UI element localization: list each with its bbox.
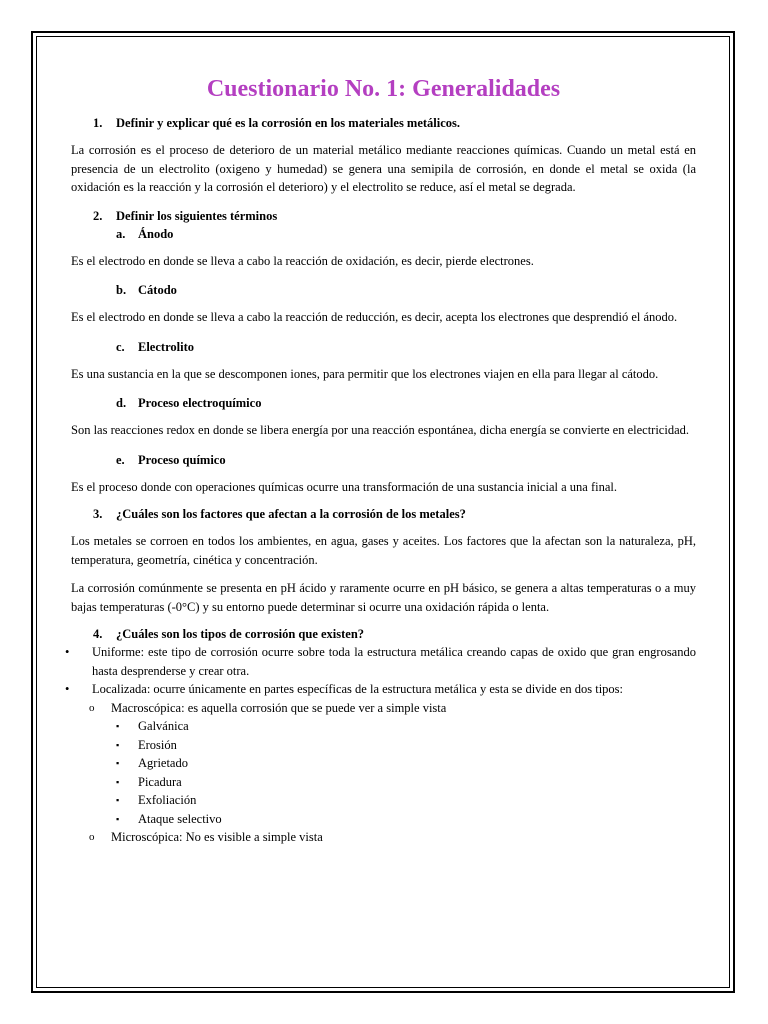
term-heading-electrolito: [71, 338, 696, 356]
question-text: Definir los siguientes términos: [116, 208, 278, 223]
term-letter: e.: [116, 452, 125, 467]
list-item-erosion: [71, 736, 696, 755]
question-number: 3.: [93, 507, 103, 521]
term-letter: c.: [116, 339, 125, 354]
circle-bullet-icon: o: [89, 831, 95, 843]
term-name: Cátodo: [138, 283, 177, 297]
square-bullet-icon: ▪: [116, 739, 120, 750]
list-item-text: Uniforme: este tipo de corrosión ocurre sobre toda la estructura metálica creando capas de oxido que gran engrosando hasta desprenderse y crear otra.: [92, 645, 696, 678]
term-heading-proceso-electroquimico: [71, 394, 696, 412]
answer-paragraph: La corrosión comúnmente se presenta en pH ácido y raramente ocurre en pH básico, se genera a altas temperaturas o a muy bajas temperaturas (-0°C) y su entorno puede determinar si ocurre una oxidación rápida o lenta.: [71, 581, 696, 614]
term-heading-catodo: [71, 281, 696, 299]
square-bullet-icon: ▪: [116, 813, 120, 824]
list-item-exfoliacion: [71, 791, 696, 810]
square-bullet-icon: ▪: [116, 795, 120, 805]
answer-paragraph: La corrosión es el proceso de deterioro de un material metálico mediante reacciones químicas. Cuando un metal está en presencia de un electrolito (oxigeno y humedad) se genera una semipila de corrosión, en donde el metal se oxida (la oxidación es la reacción y la corrosión el deterioro) y el electrolito se reduce, así el metal se degrada.: [71, 143, 696, 194]
list-item-text: Erosión: [138, 737, 177, 752]
question-text: ¿Cuáles son los tipos de corrosión que existen?: [116, 627, 365, 641]
list-item-localizada: [65, 680, 696, 699]
term-heading-anodo: [71, 225, 696, 243]
list-item-ataque-selectivo: [71, 810, 696, 829]
term-name: Ánodo: [138, 226, 174, 241]
term-name: Proceso electroquímico: [138, 396, 262, 410]
list-item-text: Microscópica: No es visible a simple vista: [111, 830, 323, 844]
term-name: Electrolito: [138, 339, 194, 354]
term-definition: Es el electrodo en donde se lleva a cabo la reacción de oxidación, es decir, pierde electrones.: [71, 253, 534, 268]
list-item-microscopica: [71, 828, 696, 847]
question-number: 4.: [93, 627, 103, 641]
question-number: 2.: [93, 208, 103, 223]
list-item-text: Agrietado: [138, 756, 188, 770]
bullet-icon: •: [65, 645, 70, 659]
bullet-icon: •: [65, 682, 70, 696]
page-title: Cuestionario No. 1: Generalidades: [206, 76, 561, 102]
term-letter: b.: [116, 283, 127, 297]
term-heading-proceso-quimico: [71, 451, 696, 469]
list-item-text: Galvánica: [138, 719, 189, 733]
question-text: Definir y explicar qué es la corrosión en los materiales metálicos.: [116, 116, 461, 130]
term-definition: Es una sustancia en la que se descomponen iones, para permitir que los electrones viajen en ella para llegar al cátodo.: [71, 366, 659, 381]
question-text: ¿Cuáles son los factores que afectan a la corrosión de los metales?: [116, 507, 466, 521]
term-definition: Son las reacciones redox en donde se libera energía por una reacción espontánea, dicha energía se convierte en electricidad.: [71, 423, 690, 437]
list-item-galvanica: [71, 717, 696, 736]
answer-paragraph: Los metales se corroen en todos los ambientes, en agua, gases y aceites. Los factores que la afectan son la naturaleza, pH, temperatura, geometría, cinética y concentración.: [71, 534, 696, 567]
term-definition: Es el proceso donde con operaciones químicas ocurre una transformación de una sustancia inicial a una final.: [71, 479, 617, 494]
question-1: [71, 114, 696, 132]
list-item-text: Ataque selectivo: [138, 811, 222, 826]
square-bullet-icon: ▪: [116, 758, 120, 768]
square-bullet-icon: ▪: [116, 721, 120, 731]
question-number: 1.: [93, 116, 103, 130]
square-bullet-icon: ▪: [116, 776, 120, 787]
list-item-uniforme: [65, 643, 696, 680]
question-3: [71, 505, 696, 523]
circle-bullet-icon: o: [89, 701, 95, 714]
list-item-text: Picadura: [138, 774, 182, 789]
term-letter: d.: [116, 396, 127, 410]
list-item-text: Localizada: ocurre únicamente en partes específicas de la estructura metálica y esta se divide en dos tipos:: [92, 682, 624, 696]
document-body: [65, 74, 696, 847]
list-item-macroscopica: [71, 699, 696, 718]
question-2: [71, 207, 696, 225]
question-4: [71, 625, 696, 643]
list-item-picadura: [71, 773, 696, 792]
list-item-text: Exfoliación: [138, 793, 197, 807]
list-item-agrietado: [71, 754, 696, 773]
list-item-text: Macroscópica: es aquella corrosión que se puede ver a simple vista: [111, 700, 447, 715]
term-letter: a.: [116, 226, 126, 241]
term-name: Proceso químico: [138, 452, 226, 467]
term-definition: Es el electrodo en donde se lleva a cabo la reacción de reducción, es decir, acepta los electrones que desprendió el ánodo.: [71, 310, 678, 324]
